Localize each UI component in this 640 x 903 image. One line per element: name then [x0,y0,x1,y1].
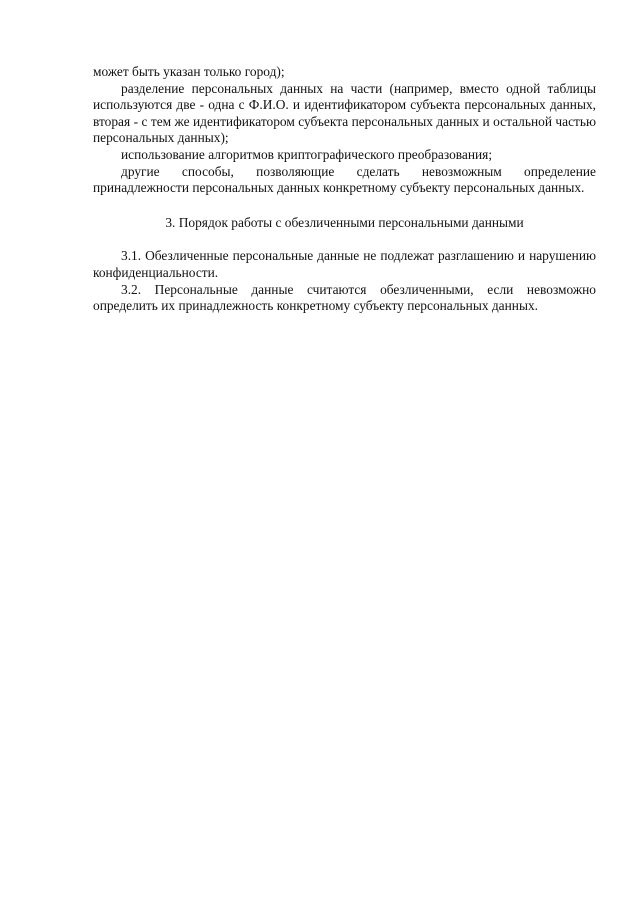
document-page [93,64,596,315]
paragraph-3-1: 3.1. Обезличенные персональные данные не подлежат разглашению и нарушению конфиденциальности. [93,248,596,280]
paragraph-data-splitting: разделение персональных данных на части (например, вместо одной таблицы используются две - одна с Ф.И.О. и идентификатором субъекта персональных данных, вторая - с тем же идентификатором субъекта персональных данных и остальной частью персональных данных); [93,80,596,146]
paragraph-city-only: может быть указан только город); [93,64,285,79]
section-heading: 3. Порядок работы с обезличенными персональными данными [165,214,524,230]
paragraph-crypto-algorithms: использование алгоритмов криптографического преобразования; [121,146,493,162]
paragraph-3-2: 3.2. Персональные данные считаются обезличенными, если невозможно определить их принадлежность конкретному субъекту персональных данных. [93,281,596,314]
paragraph-other-methods: другие способы, позволяющие сделать невозможным определение принадлежности персональных данных конкретному субъекту персональных данных. [93,163,596,196]
